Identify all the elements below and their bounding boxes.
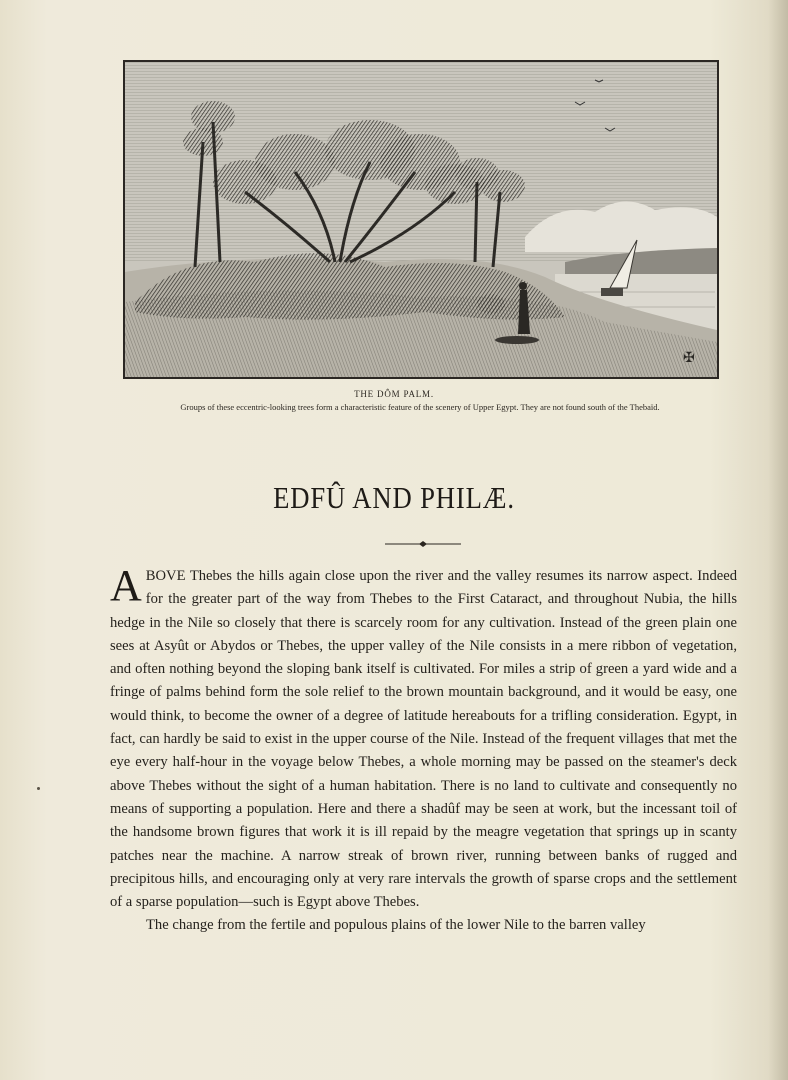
drop-cap: A: [110, 561, 142, 610]
dom-palm-engraving: [123, 60, 719, 379]
body-text: [110, 561, 737, 938]
page-edge-shadow: [768, 0, 788, 1080]
title-ornament-divider: [385, 540, 461, 548]
margin-speck: [37, 787, 40, 790]
paragraph-1: [110, 561, 737, 914]
illustration-caption-title: THE DÔM PALM.: [354, 389, 434, 399]
illustration-caption-text: Groups of these eccentric-looking trees form a characteristic feature of the scenery of Upper Egypt. They are not found south of the Thebaïd.: [180, 402, 660, 412]
paragraph-2: The change from the fertile and populous plains of the lower Nile to the barren valley: [146, 917, 646, 934]
chapter-title: EDFÛ AND PHILÆ.: [273, 480, 515, 515]
svg-text:✠: ✠: [683, 351, 695, 366]
paragraph-1-text: BOVE Thebes the hills again close upon the river and the valley resumes its narrow aspect. Indeed for the greater part of the way from Thebes to the First Cataract, and throughout Nubia, the hills hedge in the Nile so closely that there is scarcely room for any cultivation. Instead of the green plain one sees at Asyût or Abydos or Thebes, the upper valley of the Nile consists in a mere ribbon of vegetation, and often nothing beyond the sloping bank itself is cultivated. For miles a strip of green a yard wide and a fringe of palms behind form the sole relief to the brown mountain background, and it would be easy, one would think, to become the owner of a degree of latitude hereabouts for a trifling consideration. Egypt, in fact, can hardly be said to exist in the upper course of the Nile. Instead of the frequent villages that met the eye every half-hour in the voyage below Thebes, a whole morning may be passed on the steamer's deck above Thebes without the sight of a human habitation. There is no land to cultivate and consequently no means of supporting a population. Here and there a shadûf may be seen at work, but the incessant toil of the handsome brown figures that work it is ill repaid by the meagre vegetation that springs up in scanty patches near the machine. A narrow streak of brown river, running between banks of rugged and precipitous hills, and encouraging only at very rare intervals the growth of sparse crops and the settlement of a sparse population—such is Egypt above Thebes.: [110, 568, 737, 911]
